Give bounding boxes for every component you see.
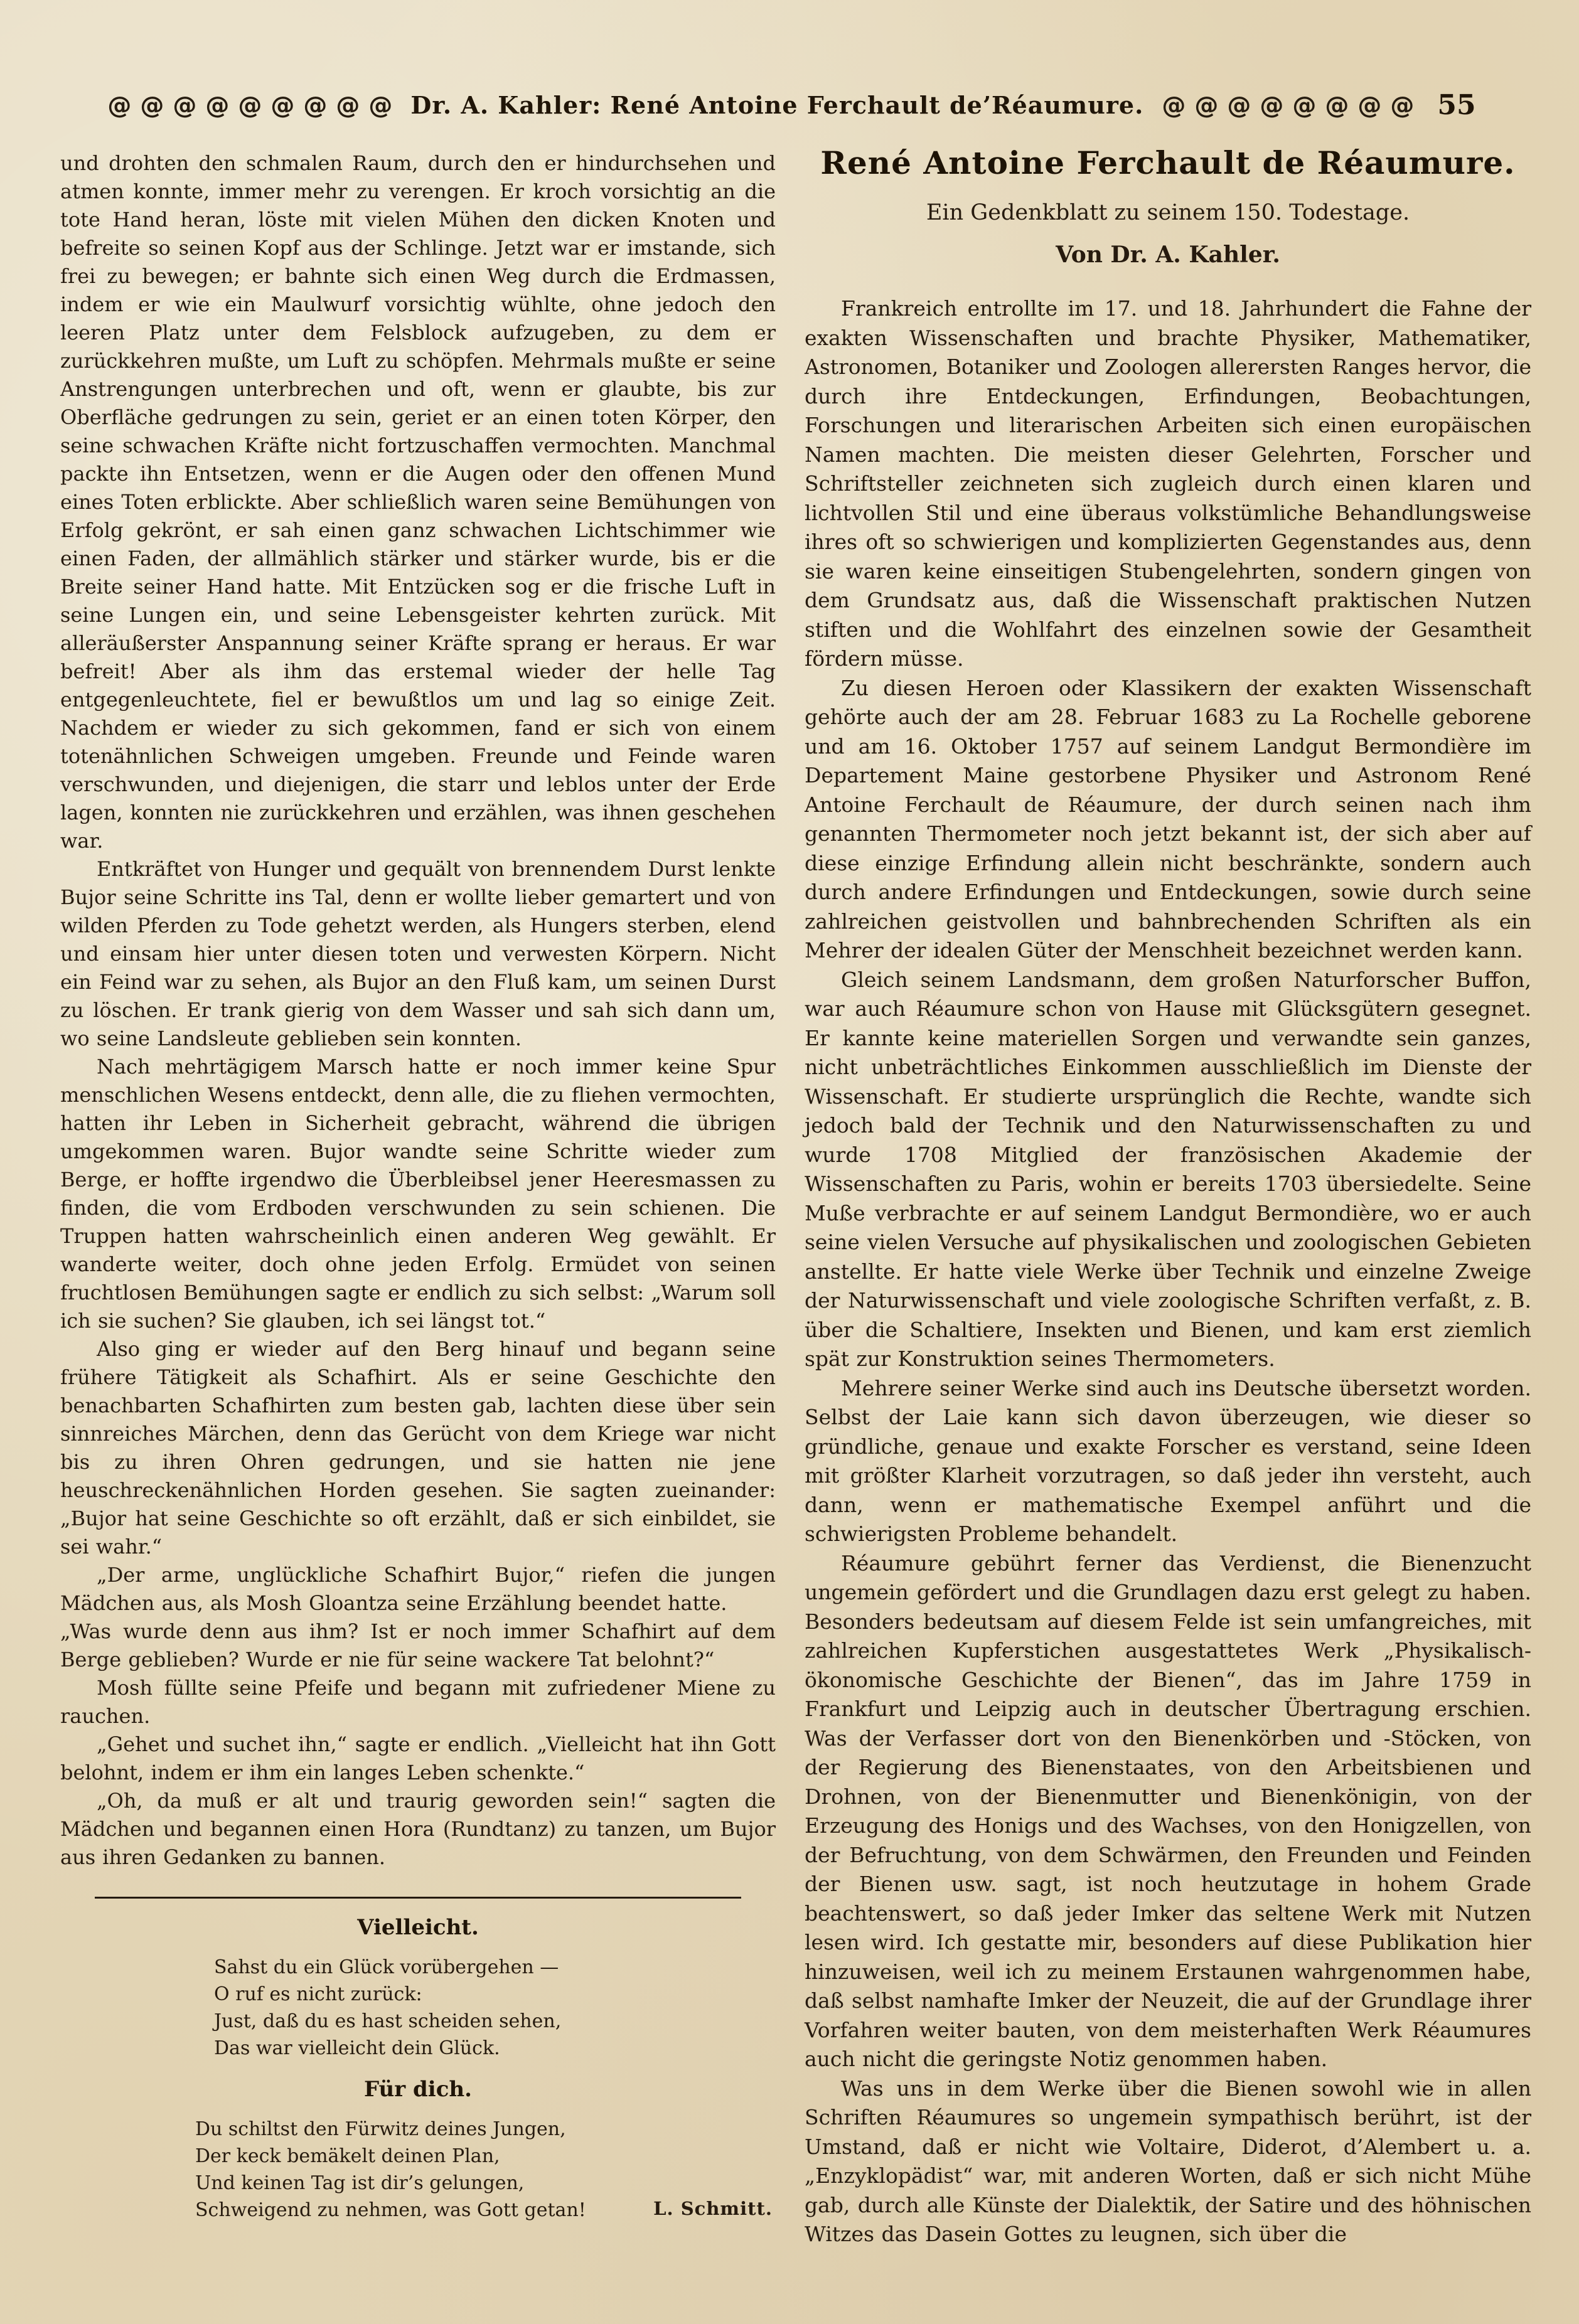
poem-line: Schweigend zu nehmen, was Gott getan! [195,2199,586,2221]
article-paragraph: Réaumure gebührt ferner das Verdienst, die Bienenzucht ungemein gefördert und die Grundlagen dazu erst gelegt zu haben. Besonders bedeutsam auf diesem Felde ist sein umfangreiches, mit zahlreichen Kupferstichen ausgestattetes Werk „Physikalisch-ökonomische Geschichte der Bienen“, das im Jahre 1759 in Frankfurt und Leipzig auch in deutscher Übertragung erschien. Was der Verfasser dort von den Bienenkörben und -Stöcken, von der Regierung des Bienenstaates, von den Arbeitsbienen und Drohnen, von der Bienenmutter und Bienenkönigin, von der Erzeugung des Honigs und des Wachses, von den Honigzellen, von der Befruchtung, von dem Schwärmen, den Freunden und Feinden der Bienen usw. sagt, ist noch heutzutage in hohem Grade beachtenswert, so daß jeder Imker das seltene Werk mit Nutzen lesen wird. Ich gestatte mir, besonders auf diese Publikation hier hinzuweisen, weil ich zu meinem Erstaunen wahrgenommen habe, daß selbst namhafte Imker der Neuzeit, die auf der Grundlage ihrer Vorfahren weiter bauten, von dem meisterhaften Werk Réaumures auch nicht die geringste Notiz genommen haben. [805,1550,1531,2071]
poem-line: Sahst du ein Glück vorübergehen — [214,1956,559,1978]
story-paragraph: Mosh füllte seine Pfeife und begann mit zufriedener Miene zu rauchen. [60,1676,776,1728]
story-paragraph: „Oh, da muß er alt und traurig geworden sein!“ sagten die Mädchen und begannen einen Hora (Rundtanz) zu tanzen, um Bujor aus ihren Gedanken zu bannen. [60,1789,776,1869]
story-paragraph: und drohten den schmalen Raum, durch den er hindurchsehen und atmen konnte, immer mehr zu verengen. Er kroch vorsichtig an die tote Hand heran, löste mit vielen Mühen den dicken Knoten und befreite so seinen Kopf aus der Schlinge. Jetzt war er imstande, sich frei zu bewegen; er bahnte sich einen Weg durch die Erdmassen, indem er wie ein Maulwurf vorsichtig wühlte, ohne jedoch den leeren Platz unter dem Felsblock aufzugeben, zu dem er zurückkehren mußte, um Luft zu schöpfen. Mehrmals mußte er seine Anstrengungen unterbrechen und oft, wenn er glaubte, bis zur Oberfläche gedrungen zu sein, geriet er an einen toten Körper, den seine schwachen Kräfte nicht fortzuschaffen vermochten. Manchmal packte ihn Entsetzen, wenn er die Augen oder den offenen Mund eines Toten erblickte. Aber schließlich waren seine Bemühungen von Erfolg gekrönt, er sah einen ganz schwachen Lichtschimmer wie einen Faden, der allmählich stärker und stärker wurde, bis er die Breite seiner Hand hatte. Mit Entzücken sog er die frische Luft in seine Lungen ein, und seine Lebensgeister kehrten zurück. Mit alleräußerster Anspannung seiner Kräfte sprang er heraus. Er war befreit! Aber als ihm das erstemal wieder der helle Tag entgegenleuchtete, fiel er bewußtlos um und lag so einige Zeit. Nachdem er wieder zu sich gekommen, fand er sich von einem totenähnlichen Schweigen umgeben. Freunde und Feinde waren verschwunden, und diejenigen, die starr und leblos unter der Erde lagen, konnten nie zurückkehren und erzählen, was ihnen geschehen war. [60,151,776,853]
scroll-ornament-icon: @ [140,91,164,119]
scroll-ornament-icon: @ [1194,91,1219,119]
scroll-ornament-icon: @ [173,91,197,119]
scroll-ornament-icon: @ [1292,91,1317,119]
scroll-ornament-icon: @ [1357,91,1382,119]
poem-line: O ruf es nicht zurück: [214,1983,422,2005]
article-paragraph: Was uns in dem Werke über die Bienen sowohl wie in allen Schriften Réaumures so ungemein sympathisch berührt, ist der Umstand, daß er nicht wie Voltaire, Diderot, d’Alembert u. a. „Enzyklopädist“ war, mit anderen Worten, daß er sich nicht Mühe gab, durch alle Künste der Dialektik, der Satire und des höhnischen Witzes das Dasein Gottes zu leugnen, sich über die [805,2076,1531,2246]
scroll-ornament-icon: @ [1390,91,1415,119]
scroll-ornament-icon: @ [270,91,295,119]
scroll-ornament-icon: @ [336,91,360,119]
poem-line: Just, daß du es hast scheiden sehen, [214,2010,562,2032]
article-subtitle: Ein Gedenkblatt zu seinem 150. Todestage. [926,200,1410,225]
poem-title: Vielleicht. [357,1915,479,1940]
scroll-ornament-icon: @ [1227,91,1251,119]
page-header [56,89,1523,121]
page-number: 55 [1437,89,1476,121]
poem-title: Für dich. [364,2077,472,2102]
story-paragraph: „Der arme, unglückliche Schafhirt Bujor,“ riefen die jungen Mädchen aus, als Mosh Gloantza seine Erzählung beendet hatte. [60,1563,776,1615]
poem-line: Du schiltst den Fürwitz deines Jungen, [195,2118,566,2140]
story-paragraph: Nach mehrtägigem Marsch hatte er noch immer keine Spur menschlichen Wesens entdeckt, denn alle, die zu fliehen vermochten, hatten ihr Leben in Sicherheit gebracht, während die übrigen umgekommen waren. Bujor wandte seine Schritte wieder zum Berge, er hoffte irgendwo die Überbleibsel jener Heeresmassen zu finden, die vom Erdboden verschwunden zu sein schienen. Die Truppen hatten wahrscheinlich einen anderen Weg gewählt. Er wanderte weiter, doch ohne jeden Erfolg. Ermüdet von seinen fruchtlosen Bemühungen sagte er endlich zu sich selbst: „Warum soll ich sie suchen? Sie glauben, ich sei längst tot.“ [60,1055,776,1333]
story-paragraph: „Gehet und suchet ihn,“ sagte er endlich. „Vielleicht hat ihn Gott belohnt, indem er ihm ein langes Leben schenkte.“ [60,1732,776,1784]
scroll-ornament-icon: @ [1162,91,1186,119]
story-paragraph: „Was wurde denn aus ihm? Ist er noch immer Schafhirt auf dem Berge geblieben? Wurde er nie für seine wackere Tat belohnt?“ [60,1619,776,1671]
poem-author-signature: L. Schmitt. [653,2198,773,2219]
story-paragraph: Also ging er wieder auf den Berg hinauf und begann seine frühere Tätigkeit als Schafhirt. Als er seine Geschichte den benachbarten Schafhirten zum besten gab, lachten diese über sein sinnreiches Märchen, denn das Gerücht von dem Kriege war nicht bis zu ihren Ohren gedrungen, und sie hatten nie jene heuschreckenähnlichen Horden gesehen. Sie sagten zueinander: „Bujor hat seine Geschichte so oft erzählt, daß er sich einbildet, sie sei wahr.“ [60,1337,776,1559]
article-paragraph: Mehrere seiner Werke sind auch ins Deutsche übersetzt worden. Selbst der Laie kann sich davon überzeugen, wie dieser so gründliche, genaue und exakte Forscher es verstand, seine Ideen mit größter Klarheit vorzutragen, so daß jeder ihn versteht, auch dann, wenn er mathematische Exempel anführt und die schwierigsten Probleme behandelt. [805,1375,1531,1546]
article-paragraph: Zu diesen Heroen oder Klassikern der exakten Wissenschaft gehörte auch der am 28. Februar 1683 zu La Rochelle geborene und am 16. Oktober 1757 auf seinem Landgut Bermondière im Departement Maine gestorbene Physiker und Astronom René Antoine Ferchault de Réaumure, der durch seinen nach ihm genannten Thermometer noch jetzt bekannt ist, der sich aber auf diese einzige Erfindung allein nicht beschränkte, sondern auch durch andere Erfindungen und Entdeckungen, sowie durch seine zahlreichen geistvollen und bahnbrechenden Schriften als ein Mehrer der idealen Güter der Menschheit bezeichnet werden kann. [805,675,1531,962]
scroll-ornament-icon: @ [1325,91,1349,119]
section-divider [95,1897,741,1899]
poem [195,2116,773,2224]
right-column [805,144,1531,2249]
scroll-ornament-icon: @ [303,91,328,119]
scroll-ornament-icon: @ [1260,91,1284,119]
poem-line: Und keinen Tag ist dir’s gelungen, [195,2172,525,2194]
scroll-ornament-icon: @ [368,91,393,119]
article-byline: Von Dr. A. Kahler. [1056,242,1280,268]
scroll-ornament-icon: @ [238,91,262,119]
poem-line: Der keck bemäkelt deinen Plan, [195,2145,500,2167]
poem [214,1954,751,2062]
article-title: René Antoine Ferchault de Réaumure. [820,144,1516,181]
article-paragraph: Gleich seinem Landsmann, dem großen Naturforscher Buffon, war auch Réaumure schon von Hause mit Glücksgütern gesegnet. Er kannte keine materiellen Sorgen und verwandte sein ganzes, nicht unbeträchtliches Einkommen ausschließlich im Dienste der Wissenschaft. Er studierte ursprünglich die Rechte, wandte sich jedoch bald der Technik und den Naturwissenschaften zu und wurde 1708 Mitglied der französischen Akademie der Wissenschaften zu Paris, wohin er bereits 1703 übersiedelte. Seine Muße verbrachte er auf seinem Landgut Bermondière, wo er auch seine vielen Versuche auf physikalischen und zoologischen Gebieten anstellte. Er hatte viele Werke über Technik und einzelne Zweige der Naturwissenschaft und viele zoologische Schriften verfaßt, z. B. über die Schaltiere, Insekten und Bienen, und kam erst ziemlich spät zur Konstruktion seines Thermometers. [805,967,1531,1371]
left-column [60,149,776,2224]
scroll-ornament-icon: @ [205,91,230,119]
running-title: Dr. A. Kahler: René Antoine Ferchault de’Réaumure. [410,91,1144,119]
poem-line: Das war vielleicht dein Glück. [214,2037,500,2059]
story-paragraph: Entkräftet von Hunger und gequält von brennendem Durst lenkte Bujor seine Schritte ins Tal, denn er wollte lieber gemartert und von wilden Pferden zu Tode gehetzt werden, als Hungers sterben, elend und einsam hier unter diesen toten und verwesten Körpern. Nicht ein Feind war zu sehen, als Bujor an den Fluß kam, um seinen Durst zu löschen. Er trank gierig von dem Wasser und sah sich dann um, wo seine Landsleute geblieben sein konnten. [60,857,776,1050]
article-paragraph: Frankreich entrollte im 17. und 18. Jahrhundert die Fahne der exakten Wissenschaften und brachte Physiker, Mathematiker, Astronomen, Botaniker und Zoologen allerersten Ranges hervor, die durch ihre Entdeckungen, Erfindungen, Beobachtungen, Forschungen und literarischen Arbeiten sich einen europäischen Namen machten. Die meisten dieser Gelehrten, Forscher und Schriftsteller zeichneten sich zugleich durch einen klaren und lichtvollen Stil und eine überaus volkstümliche Behandlungsweise ihres oft so schwierigen und komplizierten Gegenstandes aus, denn sie waren keine einseitigen Stubengelehrten, sondern gingen von dem Grundsatz aus, daß die Wissenschaft praktischen Nutzen stiften und die Wohlfahrt des einzelnen sowie der Gesamtheit fördern müsse. [805,296,1531,671]
scroll-ornament-icon: @ [107,91,132,119]
